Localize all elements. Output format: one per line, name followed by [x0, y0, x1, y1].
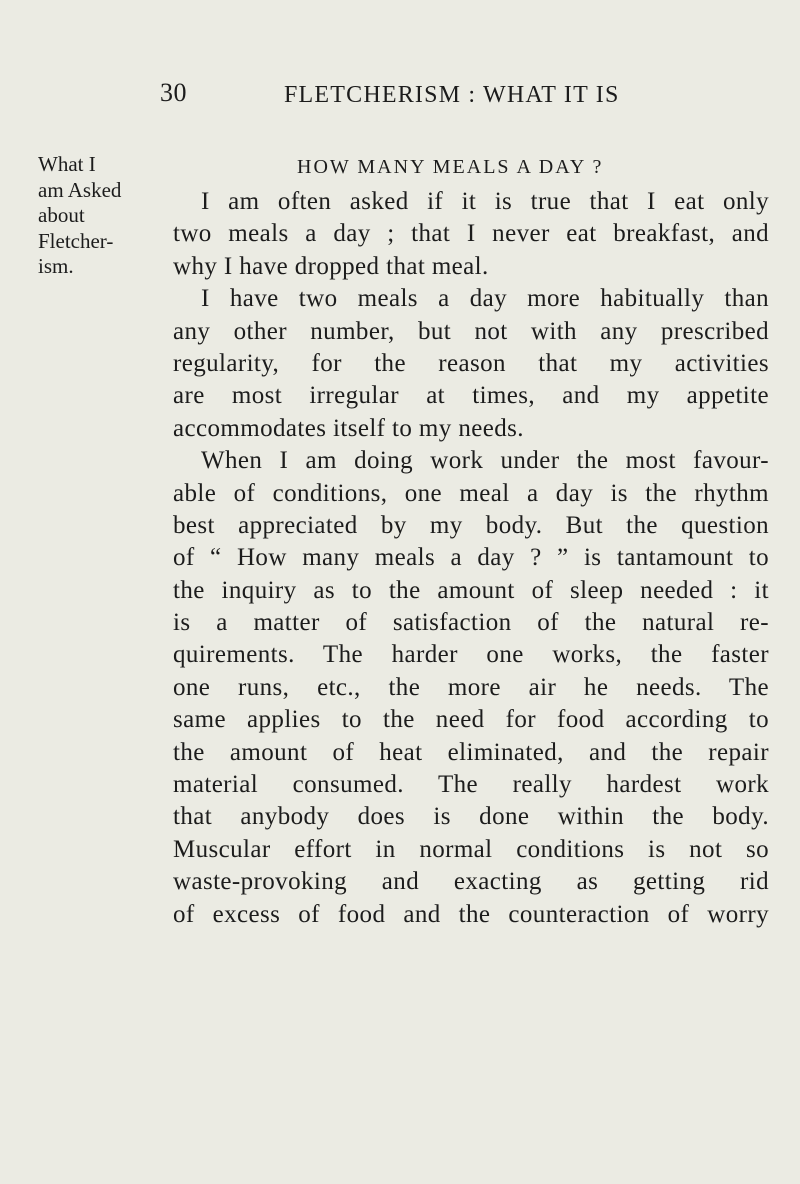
margin-note-line: about: [38, 203, 85, 227]
running-head: FLETCHERISM : WHAT IT IS: [284, 82, 620, 108]
text-line: why I have dropped that meal.: [173, 252, 489, 280]
text-line: the amount of heat eliminated, and the repair: [173, 738, 769, 766]
margin-note-line: am Asked: [38, 177, 122, 202]
text-line: material consumed. The really hardest work: [173, 771, 769, 799]
text-line: one runs, etc., the more air he needs. The: [173, 673, 769, 701]
text-line: able of conditions, one meal a day is the rhythm: [173, 479, 769, 507]
text-line: I have two meals a day more habitually than: [201, 285, 769, 313]
body-text: [173, 186, 769, 931]
text-line: I am often asked if it is true that I eat only: [201, 188, 769, 215]
text-line: same applies to the need for food according to: [173, 706, 769, 734]
text-line: is a matter of satisfaction of the natural re-: [173, 609, 769, 637]
text-line: accommodates itself to my needs.: [173, 414, 524, 442]
text-line: When I am doing work under the most favour-: [201, 447, 769, 475]
text-line: two meals a day ; that I never eat breakfast, and: [173, 220, 769, 248]
text-line: best appreciated by my body. But the question: [173, 511, 769, 539]
page-number: 30: [160, 78, 187, 107]
text-line: the inquiry as to the amount of sleep needed : it: [173, 576, 769, 604]
margin-note-line: What I: [38, 152, 96, 176]
text-line: are most irregular at times, and my appetite: [173, 382, 769, 410]
text-line: waste-provoking and exacting as getting rid: [173, 868, 769, 896]
section-title: HOW MANY MEALS A DAY ?: [297, 156, 604, 178]
margin-note-line: ism.: [38, 254, 74, 278]
text-line: Muscular effort in normal conditions is not so: [173, 835, 769, 863]
margin-note: [38, 152, 163, 280]
margin-note-line: Fletcher-: [38, 228, 114, 253]
text-line: regularity, for the reason that my activities: [173, 349, 769, 377]
text-line: of “ How many meals a day ? ” is tantamount to: [173, 544, 769, 572]
text-line: quirements. The harder one works, the faster: [173, 641, 769, 669]
text-line: that anybody does is done within the body.: [173, 803, 769, 831]
text-line: any other number, but not with any prescribed: [173, 317, 769, 345]
text-line: of excess of food and the counteraction of worry: [173, 900, 769, 928]
